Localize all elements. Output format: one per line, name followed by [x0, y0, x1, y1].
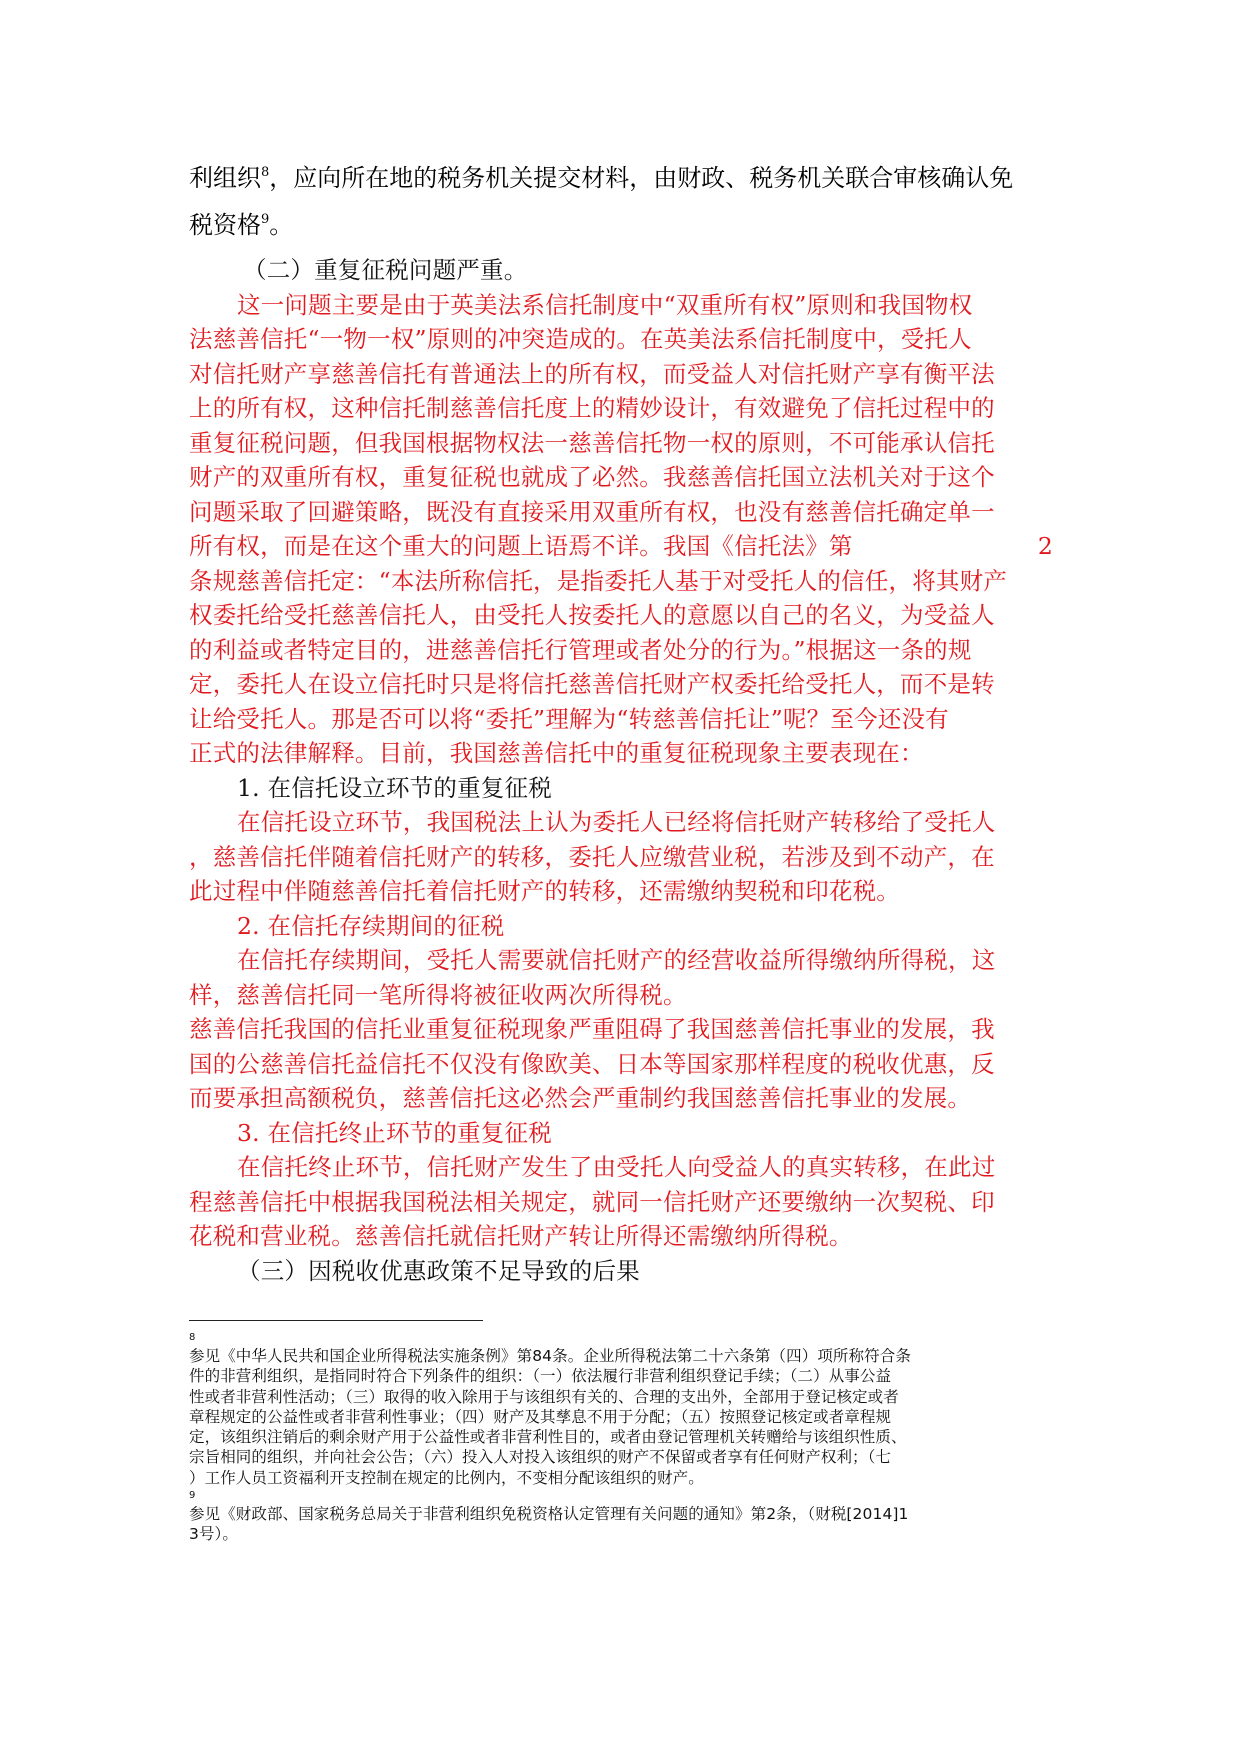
footnote-separator: [189, 1320, 483, 1321]
para1-line: 条规慈善信托定：“本法所称信托，是指委托人基于对受托人的信任，将其财产: [189, 566, 1008, 595]
subsection-3-body: [189, 1150, 1053, 1254]
intro-text-1b: ，应向所在地的税务机关提交材料，由财政、税务机关联合审核确认免: [269, 164, 1014, 192]
section-2-para-1: [189, 288, 1053, 771]
footnote-8-line: 性或者非营利性活动；（三）取得的收入除用于与该组织有关的、合理的支出外，全部用于登记核定或者: [189, 1387, 899, 1406]
intro-text-2a: 税资格: [189, 211, 261, 239]
para1-line: 正式的法律解释。目前，我国慈善信托中的重复征税现象主要表现在：: [189, 739, 924, 767]
footnotes: [189, 1330, 1053, 1545]
extra-line: 慈善信托我国的信托业重复征税现象严重阻碍了我国慈善信托事业的发展，我: [189, 1015, 995, 1043]
subsection-3-heading: 3. 在信托终止环节的重复征税: [237, 1118, 552, 1147]
extra-line: 国的公慈善信托益信托不仅没有像欧美、日本等国家那样程度的税收优惠，反: [189, 1049, 995, 1078]
intro-text-1a: 利组织: [189, 164, 261, 192]
intro-text-2b: 。: [269, 211, 294, 239]
footnote-9-number: 9: [189, 1490, 196, 1502]
sub1-line: ，慈善信托伴随着信托财产的转移，委托人应缴营业税，若涉及到不动产，在: [189, 842, 995, 871]
para1-line: 财产的双重所有权，重复征税也就成了必然。我慈善信托国立法机关对于这个: [189, 463, 995, 491]
sub2-line: 在信托存续期间，受托人需要就信托财产的经营收益所得缴纳所得税，这: [237, 946, 996, 974]
footnote-8-line: 章程规定的公益性或者非营利性事业；（四）财产及其孳息不用于分配；（五）按照登记核定或者章程规: [189, 1407, 892, 1426]
footnote-9-line: 3号）。: [189, 1525, 239, 1544]
footnote-8-line: 参见《中华人民共和国企业所得税法实施条例》第84条。企业所得税法第二十六条第（四）项所称符合条: [189, 1347, 911, 1365]
para1-line: 上的所有权，这种信托制慈善信托度上的精妙设计，有效避免了信托过程中的: [189, 394, 995, 422]
footnote-8-line: ）工作人员工资福利开支控制在规定的比例内，不变相分配该组织的财产。: [189, 1468, 704, 1487]
footnote-8-line: 定，该组织注销后的剩余财产用于公益性或者非营利性目的，或者由登记管理机关转赠给与该组织性质、: [189, 1428, 907, 1447]
extra-line: 而要承担高额税负，慈善信托这必然会严重制约我国慈善信托事业的发展。: [189, 1084, 972, 1112]
sub1-line: 此过程中伴随慈善信托着信托财产的转移，还需缴纳契税和印花税。: [189, 877, 900, 905]
para1-line: 问题采取了回避策略，既没有直接采用双重所有权，也没有慈善信托确定单一: [189, 497, 995, 526]
inserted-paragraph: [189, 1012, 1053, 1116]
subsection-2-body: [189, 943, 1053, 1012]
footnote-8: [189, 1346, 1053, 1488]
para1-split-left: 所有权，而是在这个重大的问题上语焉不详。我国《信托法》第: [189, 532, 853, 560]
para1-line: 定，委托人在设立信托时只是将信托慈善信托财产权委托给受托人，而不是转: [189, 670, 995, 698]
sub1-line: 在信托设立环节，我国税法上认为委托人已经将信托财产转移给了受托人: [237, 808, 996, 836]
intro-paragraph: [189, 155, 1053, 249]
footnote-9: [189, 1504, 1053, 1545]
para1-split-right: 2: [1037, 532, 1053, 560]
subsection-1-body: [189, 805, 1053, 909]
para1-split-line: [189, 529, 1053, 564]
section-2-heading: （二）重复征税问题严重。: [243, 256, 528, 284]
para1-line: 让给受托人。那是否可以将“委托”理解为“转慈善信托让”呢？至今还没有: [189, 704, 949, 733]
footnote-8-line: 宗旨相同的组织，并向社会公告；（六）投入人对投入该组织的财产不保留或者享有任何财产权利；（七: [189, 1448, 892, 1467]
sub2-line: 样，慈善信托同一笔所得将被征收两次所得税。: [189, 980, 687, 1009]
section-3-heading: （三）因税收优惠政策不足导致的后果: [237, 1256, 640, 1285]
para1-line: 权委托给受托慈善信托人，由受托人按委托人的意愿以自己的名义，为受益人: [189, 601, 995, 629]
sub3-line: 在信托终止环节，信托财产发生了由受托人向受益人的真实转移，在此过: [237, 1153, 996, 1181]
footnote-ref-9[interactable]: 9: [261, 212, 270, 227]
sub3-line: 程慈善信托中根据我国税法相关规定，就同一信托财产还要缴纳一次契税、印: [189, 1187, 995, 1216]
subsection-1-heading: 1. 在信托设立环节的重复征税: [237, 773, 552, 802]
para1-line: 对信托财产享慈善信托有普通法上的所有权，而受益人对信托财产享有衡平法: [189, 359, 995, 388]
para1-line: 这一问题主要是由于英美法系信托制度中“双重所有权”原则和我国物权: [237, 290, 973, 319]
footnote-8-line: 件的非营利组织，是指同时符合下列条件的组织：（一）依法履行非营利组织登记手续；（二）从事公益: [189, 1367, 892, 1386]
para1-line: 重复征税问题，但我国根据物权法一慈善信托物一权的原则，不可能承认信托: [189, 428, 995, 457]
intro-line-1: [189, 155, 1053, 202]
para1-line: 的利益或者特定目的，进慈善信托行管理或者处分的行为。”根据这一条的规: [189, 635, 972, 664]
section-2-body: [189, 253, 1053, 1288]
footnote-8-number: 8: [189, 1332, 196, 1343]
intro-line-2: [189, 202, 1053, 249]
sub3-line: 花税和营业税。慈善信托就信托财产转让所得还需缴纳所得税。: [189, 1222, 853, 1250]
para1-line: 法慈善信托“一物一权”原则的冲突造成的。在英美法系信托制度中，受托人: [189, 325, 972, 353]
subsection-2-heading: 2. 在信托存续期间的征税: [237, 911, 505, 940]
footnote-ref-8[interactable]: 8: [261, 165, 270, 180]
footnote-9-line: 参见《财政部、国家税务总局关于非营利组织免税资格认定管理有关问题的通知》第2条，（财税[2014]1: [189, 1505, 909, 1524]
